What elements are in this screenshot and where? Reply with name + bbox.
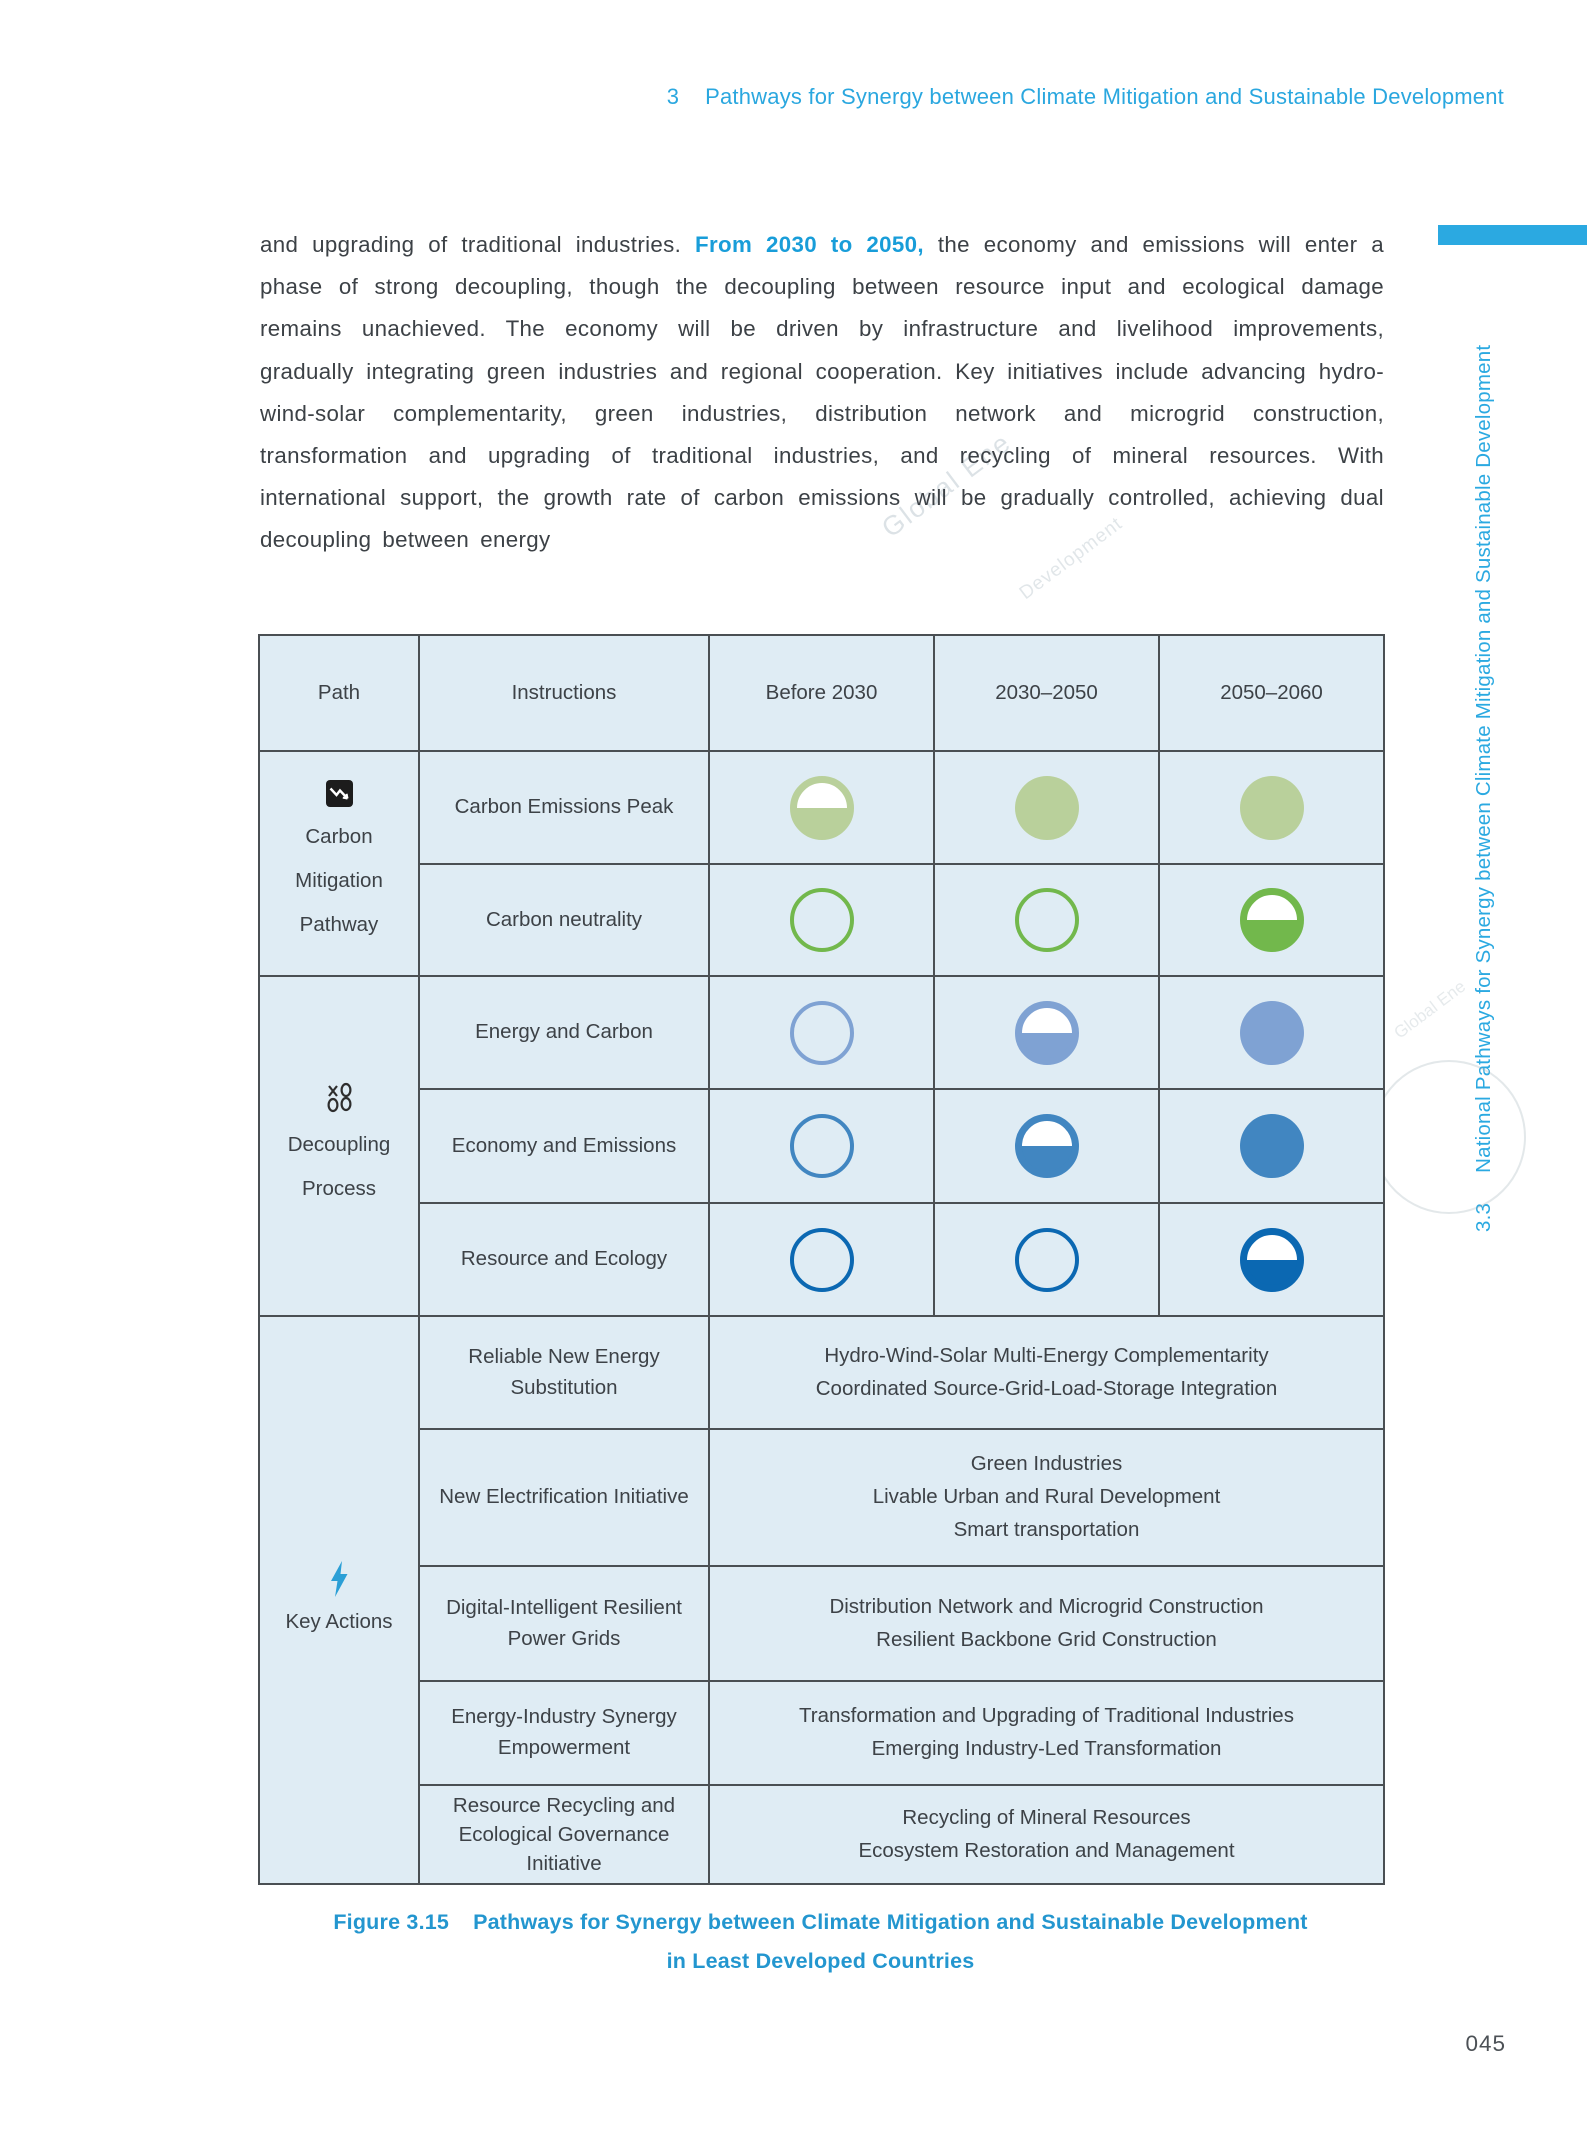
status-circle-empty <box>790 888 854 952</box>
paragraph-highlight: From 2030 to 2050, <box>695 232 924 257</box>
instruction-cell: Economy and Emissions <box>419 1089 709 1203</box>
status-cell <box>1159 1089 1384 1203</box>
path-group-key-actions <box>259 1316 419 1884</box>
table-row <box>259 1089 1384 1203</box>
status-cell <box>709 976 934 1089</box>
table-row <box>259 976 1384 1089</box>
path-group-label: Decoupling Process <box>287 1132 391 1200</box>
status-cell <box>709 751 934 864</box>
action-line: Hydro-Wind-Solar Multi-Energy Complementarity <box>824 1343 1269 1367</box>
instruction-cell: Resource and Ecology <box>419 1203 709 1316</box>
action-line: Smart transportation <box>953 1517 1140 1541</box>
sidebar-section-title: National Pathways for Synergy between Climate Mitigation and Sustainable Development <box>1472 344 1495 1173</box>
column-header-path: Path <box>259 635 419 751</box>
status-cell <box>934 976 1159 1089</box>
actions-cell <box>709 1429 1384 1566</box>
status-cell <box>1159 864 1384 976</box>
action-line: Ecosystem Restoration and Management <box>858 1838 1235 1862</box>
status-circle-empty <box>790 1228 854 1292</box>
status-cell <box>709 1203 934 1316</box>
table-row <box>259 1681 1384 1785</box>
watermark-text: Global Ene <box>1390 976 1470 1043</box>
status-cell <box>934 1203 1159 1316</box>
path-group-label: Carbon Mitigation Pathway <box>295 824 383 937</box>
status-cell <box>1159 751 1384 864</box>
watermark-text: Global Ene <box>876 426 1017 544</box>
action-line: Livable Urban and Rural Development <box>872 1485 1221 1509</box>
instruction-cell: Carbon neutrality <box>419 864 709 976</box>
instruction-cell: Resource Recycling and Ecological Governance Initiative <box>419 1785 709 1884</box>
status-cell <box>934 1089 1159 1203</box>
lightning-icon <box>328 1561 350 1597</box>
column-header-2050-2060: 2050–2060 <box>1159 635 1384 751</box>
status-circle-half <box>1015 1001 1079 1065</box>
action-line: Coordinated Source-Grid-Load-Storage Integration <box>815 1376 1278 1400</box>
path-group-carbon-mitigation <box>259 751 419 976</box>
figure-table <box>258 634 1385 1885</box>
actions-cell <box>709 1681 1384 1785</box>
column-header-instructions: Instructions <box>419 635 709 751</box>
watermark-logo-circle <box>1372 1060 1526 1214</box>
table-row <box>259 1203 1384 1316</box>
sidebar-accent-bar <box>1438 225 1587 245</box>
trend-chart-icon <box>326 780 353 807</box>
status-circle-empty <box>790 1001 854 1065</box>
path-group-decoupling-process <box>259 976 419 1316</box>
status-circle-half <box>1015 1114 1079 1178</box>
actions-cell <box>709 1785 1384 1884</box>
table-row <box>259 751 1384 864</box>
action-line: Recycling of Mineral Resources <box>902 1805 1191 1829</box>
figure-title-line1: Pathways for Synergy between Climate Mitigation and Sustainable Development <box>473 1910 1308 1934</box>
status-cell <box>709 864 934 976</box>
status-cell <box>934 751 1159 864</box>
column-header-2030-2050: 2030–2050 <box>934 635 1159 751</box>
table-row <box>259 1316 1384 1429</box>
page-number: 045 <box>1465 2031 1506 2056</box>
status-cell <box>1159 1203 1384 1316</box>
table-row <box>259 1429 1384 1566</box>
instruction-cell: Carbon Emissions Peak <box>419 751 709 864</box>
action-line: Resilient Backbone Grid Construction <box>876 1627 1217 1651</box>
status-circle-half <box>1240 888 1304 952</box>
chain-links-icon <box>323 1081 355 1115</box>
figure-number: Figure 3.15 <box>333 1910 450 1934</box>
instruction-cell: Energy and Carbon <box>419 976 709 1089</box>
status-cell <box>934 864 1159 976</box>
action-line: Distribution Network and Microgrid Construction <box>829 1594 1264 1618</box>
figure-caption <box>258 1903 1383 1981</box>
status-circle-full <box>1240 1114 1304 1178</box>
chapter-number: 3 <box>666 84 680 109</box>
paragraph-text: the economy and emissions will enter a phase of strong decoupling, though the decoupling between resource input and ecological damage remains unachieved. The economy will be driven by infrastructure and livelihood improvements, gradually integrating green industries and regional cooperation. Key initiatives include advancing hydro-wind-solar complementarity, green industries, distribution network and microgrid construction, transformation and upgrading of traditional industries, and recycling of mineral resources. With international support, the growth rate of carbon emissions will be gradually controlled, achieving dual decoupling between energy <box>260 232 1384 553</box>
status-circle-full <box>1015 776 1079 840</box>
paragraph-text: and upgrading of traditional industries. <box>260 232 696 257</box>
path-group-label: Key Actions <box>285 1609 393 1633</box>
instruction-cell: Reliable New Energy Substitution <box>419 1316 709 1429</box>
action-line: Transformation and Upgrading of Traditional Industries <box>799 1704 1294 1728</box>
instruction-cell: New Electrification Initiative <box>419 1429 709 1566</box>
status-circle-half <box>1240 1228 1304 1292</box>
table-row <box>259 1566 1384 1681</box>
actions-cell <box>709 1316 1384 1429</box>
chapter-title: Pathways for Synergy between Climate Mitigation and Sustainable Development <box>705 84 1504 109</box>
status-cell <box>1159 976 1384 1089</box>
figure-title-line2: in Least Developed Countries <box>666 1949 975 1973</box>
instruction-cell: Energy-Industry Synergy Empowerment <box>419 1681 709 1785</box>
status-cell <box>709 1089 934 1203</box>
table-header-row <box>259 635 1384 751</box>
actions-cell <box>709 1566 1384 1681</box>
table-row <box>259 864 1384 976</box>
body-paragraph <box>260 224 1384 562</box>
running-header <box>0 84 1504 110</box>
status-circle-half <box>790 776 854 840</box>
status-circle-full <box>1240 1001 1304 1065</box>
status-circle-full <box>1240 776 1304 840</box>
action-line: Green Industries <box>970 1452 1123 1476</box>
action-line: Emerging Industry-Led Transformation <box>871 1737 1222 1760</box>
status-circle-empty <box>1015 888 1079 952</box>
status-circle-empty <box>1015 1228 1079 1292</box>
table-row <box>259 1785 1384 1884</box>
sidebar-section-number: 3.3 <box>1472 1202 1495 1232</box>
watermark-text: Development <box>1015 513 1127 604</box>
column-header-before-2030: Before 2030 <box>709 635 934 751</box>
status-circle-empty <box>790 1114 854 1178</box>
instruction-cell: Digital-Intelligent Resilient Power Grids <box>419 1566 709 1681</box>
